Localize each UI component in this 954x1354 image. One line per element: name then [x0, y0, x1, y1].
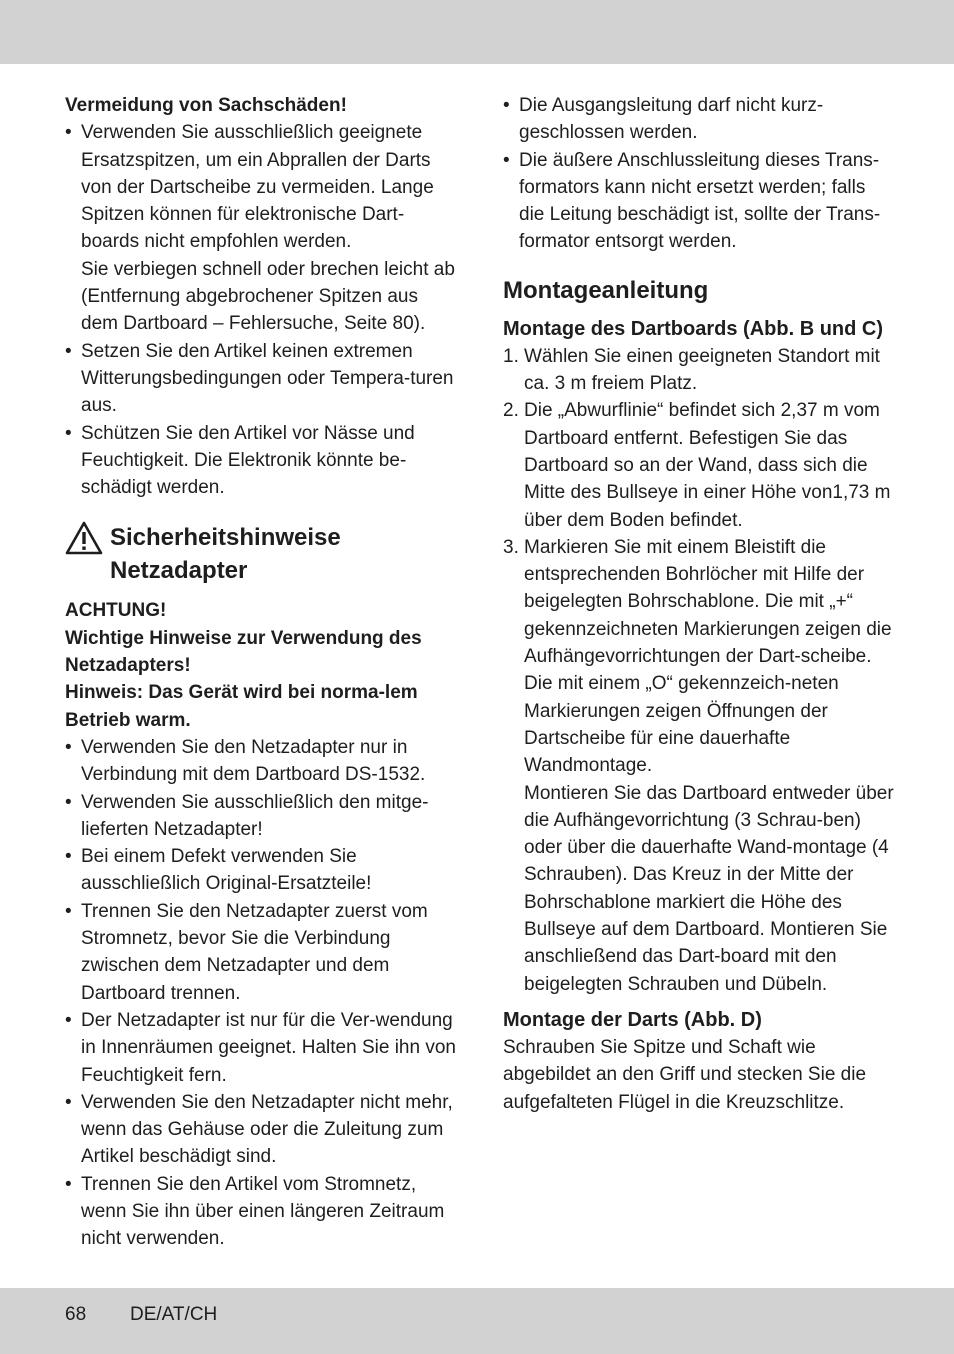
list-item: • Die Ausgangsleitung darf nicht kurz-geschlossen werden.	[503, 92, 895, 147]
right-column	[503, 92, 895, 1116]
safety-title: Sicherheitshinweise Netzadapter	[110, 524, 341, 585]
adapter-list-continued	[503, 92, 895, 256]
list-item: • Der Netzadapter ist nur für die Ver-wendung in Innenräumen geeignet. Halten Sie ihn von Feuchtigkeit fern.	[65, 1007, 457, 1089]
region-label: DE/AT/CH	[130, 1304, 218, 1325]
left-column	[65, 92, 457, 1253]
warm-note: Hinweis: Das Gerät wird bei norma-lem Betrieb warm.	[65, 682, 418, 731]
dartboard-assembly-heading: Montage des Dartboards (Abb. B und C)	[503, 317, 883, 340]
safety-list	[65, 734, 457, 1253]
darts-assembly-text: Schrauben Sie Spitze und Schaft wie abgebildet an den Griff und stecken Sie die aufgefalteten Flügel in die Kreuzschlitze.	[503, 1036, 867, 1113]
list-item: • Trennen Sie den Netzadapter zuerst vom Stromnetz, bevor Sie die Verbindung zwischen dem Netzadapter und dem Dartboard trennen.	[65, 898, 457, 1007]
list-item: • Schützen Sie den Artikel vor Nässe und Feuchtigkeit. Die Elektronik könnte be-schädigt werden.	[65, 420, 457, 502]
list-item: • Setzen Sie den Artikel keinen extremen Witterungsbedingungen oder Tempera-turen aus.	[65, 338, 457, 420]
warning-triangle-icon	[65, 521, 103, 555]
list-item: • Bei einem Defekt verwenden Sie ausschließlich Original-Ersatzteile!	[65, 843, 457, 898]
list-item: • Verwenden Sie ausschließlich den mitge-lieferten Netzadapter!	[65, 789, 457, 844]
assembly-heading: Montageanleitung	[503, 276, 709, 304]
list-item: • Verwenden Sie den Netzadapter nur in Verbindung mit dem Dartboard DS-1532.	[65, 734, 457, 789]
list-item: • Verwenden Sie den Netzadapter nicht mehr, wenn das Gehäuse oder die Zuleitung zum Artikel beschädigt sind.	[65, 1089, 457, 1171]
list-item: 1. Wählen Sie einen geeigneten Standort mit ca. 3 m freiem Platz.	[503, 345, 880, 395]
damage-list	[65, 119, 457, 501]
list-item: • Verwenden Sie ausschließlich geeignete Ersatzspitzen, um ein Abprallen der Darts von der Dartscheibe zu vermeiden. Lange Spitzen können für elektronische Dart-boards nicht empfohlen werden. Sie verbiegen schnell oder brechen leicht ab (Entfernung abgebrochener Spitzen aus dem Dartboard – Fehlersuche, Seite 80).	[65, 119, 457, 337]
darts-assembly-heading: Montage der Darts (Abb. D)	[503, 1008, 762, 1031]
dartboard-steps	[503, 343, 895, 998]
page-number: 68	[65, 1304, 87, 1325]
list-item: 2. Die „Abwurflinie“ befindet sich 2,37 m vom Dartboard entfernt. Befestigen Sie das Dartboard so an der Wand, dass sich die Mitte des Bullseye in einer Höhe von1,73 m über dem Boden befindet.	[503, 400, 891, 531]
list-item: 3. Markieren Sie mit einem Bleistift die entsprechenden Bohrlöcher mit Hilfe der beigelegten Bohrschablone. Die mit „+“ gekennzeichneten Markierungen zeigen die Aufhängevorrichtungen der Dart-scheibe. Die mit einem „O“ gekennzeich-neten Markierungen zeigen Öffnungen der Dartscheibe für eine dauerhafte Wandmontage. Montieren Sie das Dartboard entweder über die Aufhängevorrichtung (3 Schrau-ben) oder über die dauerhafte Wand-montage (4 Schrauben). Das Kreuz in der Mitte der Bohrschablone markiert die Höhe des Bullseye auf dem Dartboard. Montieren Sie anschließend das Dart-board mit den beigelegten Schrauben und Dübeln.	[503, 536, 894, 995]
list-item: • Die äußere Anschlussleitung dieses Trans-formators kann nicht ersetzt werden; falls die Leitung beschädigt ist, sollte der Trans-formator entsorgt werden.	[503, 147, 895, 256]
attention-label: ACHTUNG!	[65, 600, 167, 622]
header-band	[0, 0, 954, 64]
important-notice: Wichtige Hinweise zur Verwendung des Netzadapters!	[65, 627, 422, 677]
list-item: • Trennen Sie den Artikel vom Stromnetz, wenn Sie ihn über einen längeren Zeitraum nicht verwenden.	[65, 1171, 457, 1253]
safety-heading	[65, 521, 457, 587]
damage-heading: Vermeidung von Sachschäden!	[65, 95, 347, 116]
